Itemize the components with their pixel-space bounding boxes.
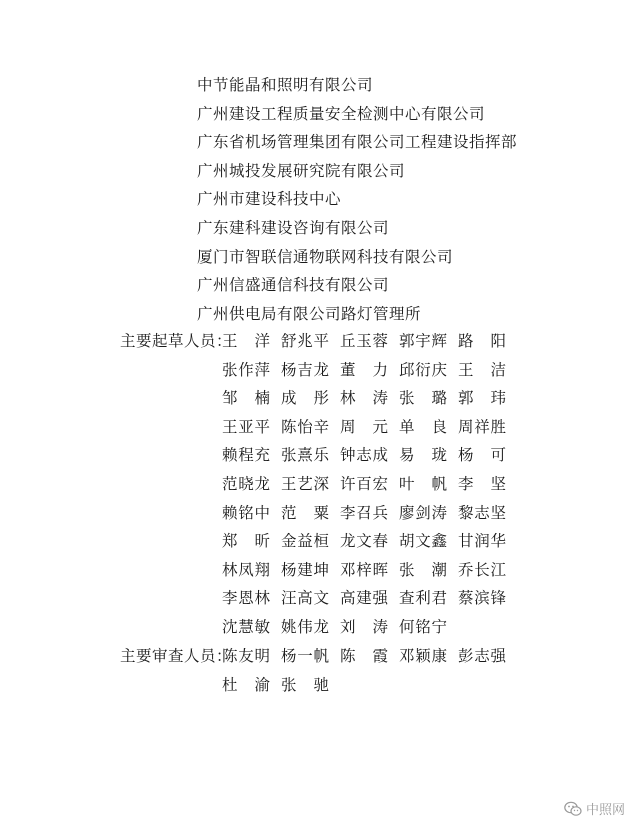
organization-item: 广州建设工程质量安全检测中心有限公司 — [197, 104, 486, 123]
person-name: 范晓龙 — [222, 474, 270, 493]
person-name: 邓颖康 — [399, 647, 447, 665]
person-name: 杨吉龙 — [281, 360, 329, 379]
organization-item: 厦门市智联信通物联网科技有限公司 — [197, 247, 454, 266]
person-name: 甘润华 — [458, 532, 506, 551]
person-name: 舒兆平 — [281, 332, 329, 350]
person-name: 彭志强 — [458, 647, 506, 665]
organization-list — [197, 71, 517, 328]
person-name: 邓梓晖 — [340, 560, 388, 579]
person-name: 杨一帆 — [281, 647, 329, 665]
person-name: 叶帆 — [399, 474, 447, 493]
person-name: 邱衍庆 — [399, 360, 447, 379]
person-name: 张璐 — [399, 389, 447, 408]
organization-item: 广州供电局有限公司路灯管理所 — [197, 304, 422, 323]
person-name: 刘涛 — [340, 617, 388, 636]
person-name: 董力 — [340, 360, 388, 379]
person-name: 张驰 — [281, 675, 329, 694]
organization-item: 广州市建设科技中心 — [197, 190, 342, 209]
person-name: 张熹乐 — [281, 446, 329, 465]
person-name: 钟志成 — [340, 446, 388, 465]
person-name: 陈友明 — [222, 647, 270, 665]
person-name: 林凤翔 — [222, 560, 270, 579]
person-name: 许百宏 — [340, 474, 388, 493]
person-name: 杜渝 — [222, 675, 270, 694]
person-name: 王洁 — [458, 360, 506, 379]
person-name: 沈慧敏 — [222, 617, 270, 636]
person-name: 易珑 — [399, 446, 447, 465]
person-name: 蔡滨锋 — [458, 589, 506, 608]
watermark-text: 中照网 — [585, 803, 625, 818]
person-name: 李召兵 — [340, 503, 388, 522]
person-name: 郑昕 — [222, 532, 270, 551]
person-name: 汪高文 — [281, 589, 329, 608]
person-name: 丘玉蓉 — [340, 332, 388, 350]
person-name: 黎志坚 — [458, 503, 506, 522]
person-name: 乔长江 — [458, 560, 506, 579]
organization-item: 广东建科建设咨询有限公司 — [197, 218, 390, 237]
organization-item: 广东省机场管理集团有限公司工程建设指挥部 — [197, 133, 518, 152]
person-name: 林涛 — [340, 389, 388, 408]
person-name: 胡文鑫 — [399, 532, 447, 551]
person-name: 郭宇辉 — [399, 332, 447, 350]
person-name: 王亚平 — [222, 417, 270, 436]
person-name: 王洋 — [222, 332, 270, 350]
person-name: 王艺深 — [281, 474, 329, 493]
reviewers-label: 主要审查人员： — [120, 647, 233, 665]
person-name: 范粟 — [281, 503, 329, 522]
wechat-icon — [564, 801, 582, 817]
person-name: 张作萍 — [222, 360, 270, 379]
person-name: 路阳 — [458, 332, 506, 350]
person-name: 周元 — [340, 417, 388, 436]
person-name: 单良 — [399, 417, 447, 436]
organization-item: 广州信盛通信科技有限公司 — [197, 276, 390, 295]
person-name: 杨建坤 — [281, 560, 329, 579]
person-name: 陈霞 — [340, 647, 388, 665]
person-name: 邹楠 — [222, 389, 270, 408]
person-name: 高建强 — [340, 589, 388, 608]
reviewers-names-grid — [222, 642, 517, 699]
person-name: 龙文春 — [340, 532, 388, 551]
drafters-names-grid — [222, 327, 517, 642]
person-name: 张潮 — [399, 560, 447, 579]
organization-item: 广州城投发展研究院有限公司 — [197, 161, 406, 180]
person-name: 周祥胜 — [458, 417, 506, 436]
person-name: 陈怡辛 — [281, 417, 329, 436]
drafters-label: 主要起草人员： — [120, 332, 233, 350]
person-name: 成彤 — [281, 389, 329, 408]
person-name: 廖剑涛 — [399, 503, 447, 522]
person-name: 赖程充 — [222, 446, 270, 465]
person-name: 郭玮 — [458, 389, 506, 408]
person-name: 查利君 — [399, 589, 447, 608]
person-name: 李恩林 — [222, 589, 270, 608]
person-name: 李坚 — [458, 474, 506, 493]
person-name: 赖铭中 — [222, 503, 270, 522]
person-name: 何铭宁 — [399, 617, 447, 636]
person-name: 金益桓 — [281, 532, 329, 551]
organization-item: 中节能晶和照明有限公司 — [197, 76, 374, 94]
person-name: 姚伟龙 — [281, 617, 329, 636]
person-name: 杨可 — [458, 446, 506, 465]
watermark — [564, 799, 625, 818]
